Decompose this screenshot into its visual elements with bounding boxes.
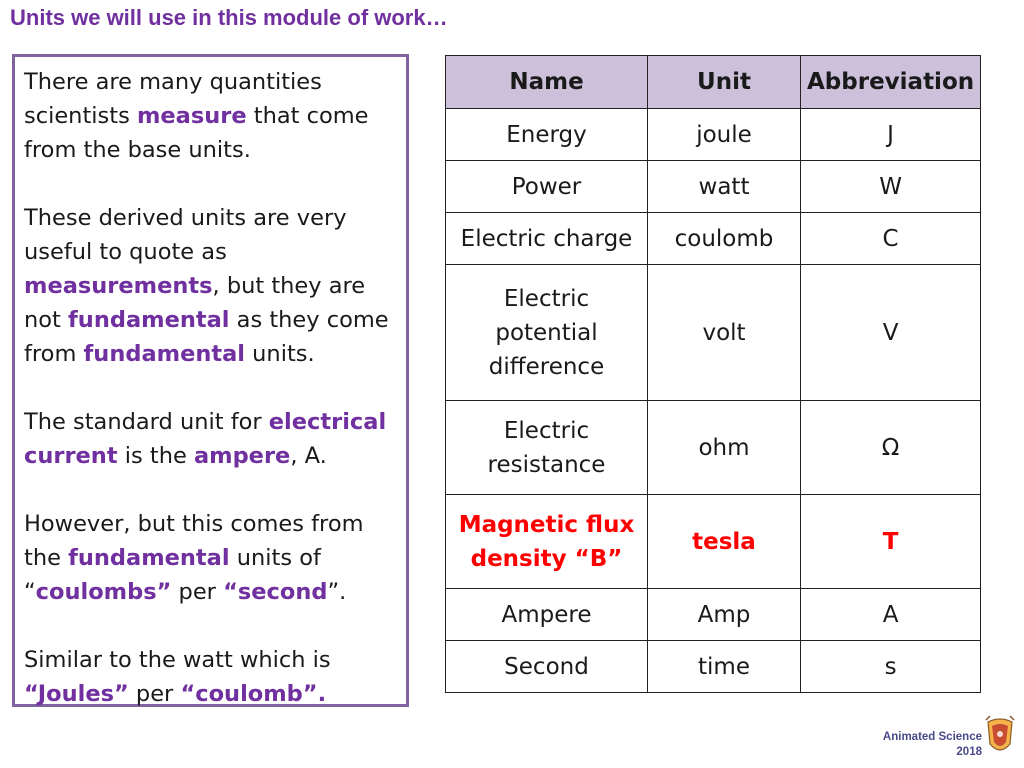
table-row: [446, 641, 981, 693]
cell-abbreviation: A: [801, 589, 981, 641]
paragraph-2: [24, 201, 397, 371]
text: , but they are not: [24, 273, 366, 333]
header-abbreviation: Abbreviation: [801, 56, 981, 109]
cell-name: Electric potential difference: [446, 265, 648, 401]
highlight-text: electrical current: [24, 409, 387, 469]
table-row: [446, 161, 981, 213]
cell-abbreviation: s: [801, 641, 981, 693]
cell-unit: ohm: [648, 401, 801, 495]
highlight-text: fundamental: [68, 307, 230, 333]
units-table: [445, 55, 981, 693]
cell-unit: volt: [648, 265, 801, 401]
cell-unit: joule: [648, 109, 801, 161]
cell-unit: tesla: [648, 495, 801, 589]
cell-unit: coulomb: [648, 213, 801, 265]
highlight-text: fundamental: [83, 341, 246, 367]
table-row: [446, 265, 981, 401]
highlight-text: coulombs”: [35, 579, 172, 605]
table-row: [446, 213, 981, 265]
cell-abbreviation: T: [801, 495, 981, 589]
highlight-text: measurements: [24, 273, 213, 299]
cell-name: Power: [446, 161, 648, 213]
paragraph-1: [24, 65, 397, 167]
text: per: [171, 579, 224, 605]
text: Similar to the watt which is: [24, 647, 331, 673]
cell-name: Ampere: [446, 589, 648, 641]
text: that come from the base units.: [24, 103, 369, 163]
text: ”.: [327, 579, 347, 605]
highlight-text: measure: [136, 103, 247, 129]
cell-unit: watt: [648, 161, 801, 213]
cell-abbreviation: V: [801, 265, 981, 401]
cell-name: Electric charge: [446, 213, 648, 265]
cell-abbreviation: W: [801, 161, 981, 213]
cell-abbreviation: J: [801, 109, 981, 161]
paragraph-3: [24, 405, 397, 473]
text: as they come from: [24, 307, 389, 367]
cell-abbreviation: Ω: [801, 401, 981, 495]
paragraph-4: [24, 507, 397, 609]
text: per: [128, 681, 181, 707]
highlight-text: “Joules”: [24, 681, 129, 707]
page-title: Units we will use in this module of work…: [10, 5, 448, 30]
explanation-text-box: [12, 54, 409, 707]
paragraph-5: [24, 643, 397, 711]
table-row: [446, 589, 981, 641]
cell-name: Magnetic flux density “B”: [446, 495, 648, 589]
header-name: Name: [446, 56, 648, 109]
table-row: [446, 109, 981, 161]
footer-year: 2018: [956, 746, 982, 758]
cell-name: Energy: [446, 109, 648, 161]
text: These derived units are very useful to quote as: [24, 205, 347, 265]
text: units of “: [24, 545, 321, 605]
cell-unit: Amp: [648, 589, 801, 641]
text: , A.: [290, 443, 327, 469]
highlight-text: fundamental: [68, 545, 230, 571]
text: However, but this comes from the: [24, 511, 364, 571]
cell-abbreviation: C: [801, 213, 981, 265]
table-row-highlighted: [446, 495, 981, 589]
cell-name: Electric resistance: [446, 401, 648, 495]
header-unit: Unit: [648, 56, 801, 109]
animated-science-logo-icon: [984, 714, 1016, 758]
text: is the: [117, 443, 194, 469]
cell-name: Second: [446, 641, 648, 693]
text: There are many quantities scientists: [24, 69, 322, 129]
footer-credit: [883, 730, 982, 760]
footer-brand: Animated Science: [882, 731, 982, 743]
highlight-text: “coulomb”.: [180, 681, 327, 707]
table-header-row: [446, 56, 981, 109]
text: The standard unit for: [24, 409, 269, 435]
highlight-text: “second: [223, 579, 328, 605]
cell-unit: time: [648, 641, 801, 693]
text: units.: [245, 341, 315, 367]
highlight-text: ampere: [193, 443, 291, 469]
table-row: [446, 401, 981, 495]
